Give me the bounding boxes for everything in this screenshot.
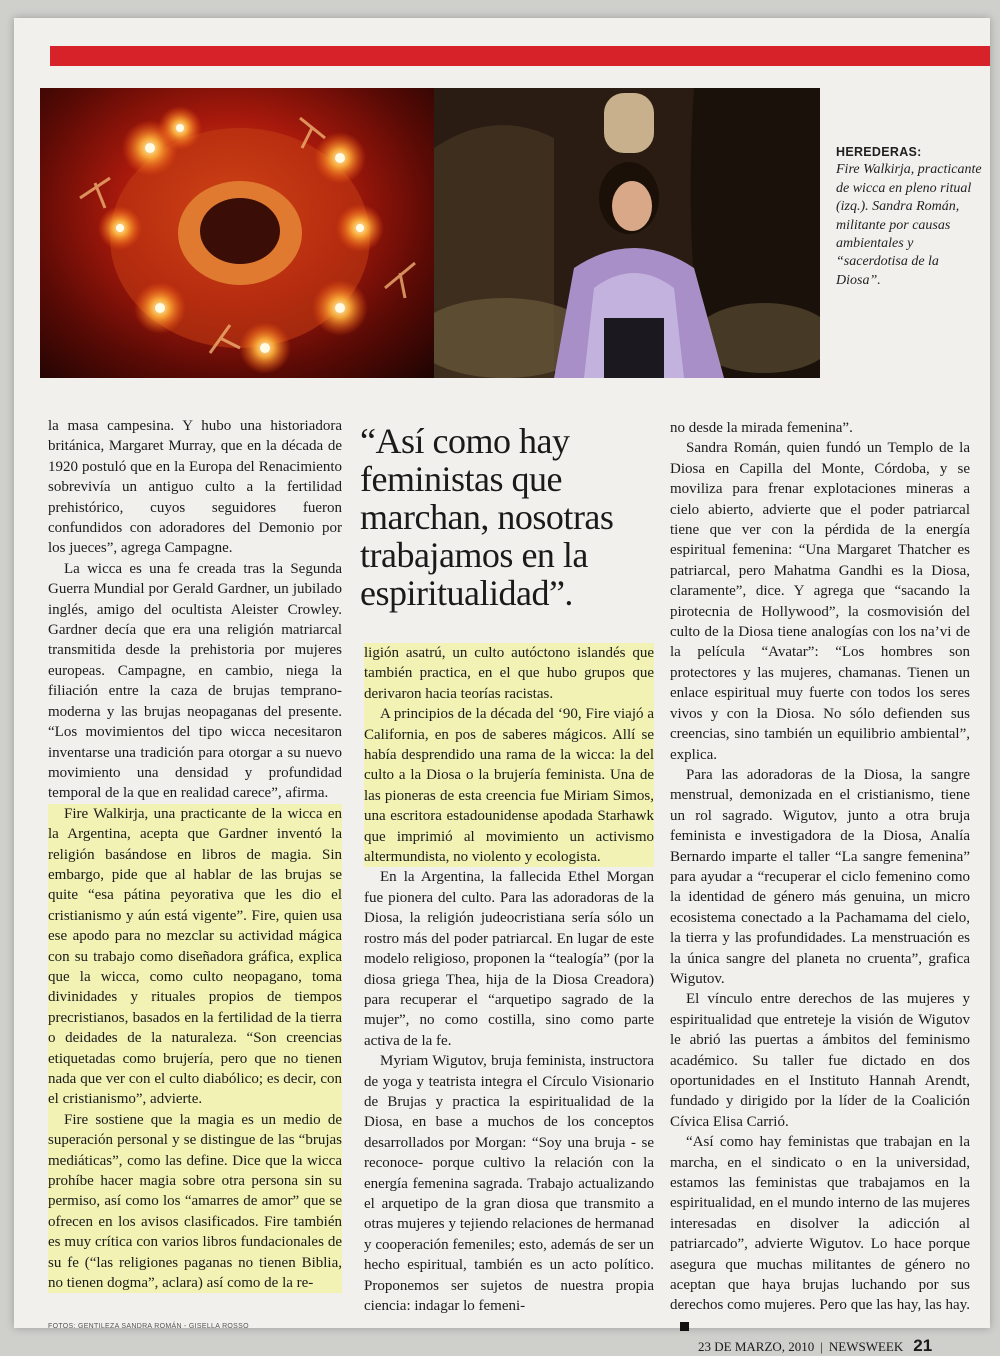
paragraph: El vínculo entre derechos de las mujeres y espiritualidad que entreteje la visión de Wigutov le abrió las puertas a ámbitos del feminismo académico. Su taller fue dictado en dos oportunidades en el Instituto Hannah Arendt, fundado y dirigido por la líder de la Coalición Cívica Elisa Carrió.: [670, 991, 970, 1130]
paragraph: Myriam Wigutov, bruja feminista, instructora de yoga y teatrista integra el Círculo Visionario de Brujas y practica la espiritualidad de la Diosa, en base a muchos de los conceptos desarrollados por Morgan: “Soy una bruja - se reconoce- porque cultivo la relación con la energía femenina sagrada. Trabajo actualizando el arquetipo de la gran diosa que transmito a otras mujeres y tejiendo relaciones de hermanad y cooperación femeniles; esto, además de ser un hecho espiritual, también es un acto político. Proponemos ser sujetos de nuestra propia ciencia: indagar lo femeni-: [364, 1053, 654, 1314]
paragraph: la masa campesina. Y hubo una historiadora británica, Margaret Murray, que en la década de 1920 postuló que en la Europa del Renacimiento sobrevivía un antiguo culto a la fertilidad prehistórico, cuyos seguidores fueron confundidos con adoradores del Demonio por los jueces”, agrega Campagne.: [48, 418, 342, 557]
page-footer: [698, 1336, 988, 1356]
pull-quote: “Así como hay feministas que marchan, nosotras trabajamos en la espiritualidad”.: [360, 421, 614, 613]
closing-paragraph-text: “Así como hay feministas que trabajan en la marcha, en el sindicato o en la universidad, estamos las feministas que trabajamos en la espiritualidad, en el mundo interno de las mujeres interesadas en disolver la adicción al patriarcado”, advierte Wigutov. Lo hace porque asegura que muchas militantes de género no aceptan que haya brujas luchando por sus derechos como mujeres. Pero que las hay, las hay.: [670, 1134, 970, 1314]
paragraph: no desde la mirada femenina”.: [670, 420, 853, 436]
paragraph: [670, 1132, 970, 1336]
highlighted-paragraph: Fire sostiene que la magia es un medio de superación personal y se distingue de las “brujas mediáticas”, como las define. Dice que la wicca prohíbe hacer magia sobre otra persona sin su permiso, así como los “amarres de amor” que se ofrecen en los avisos clasificados. Fire también es muy crítica con varios libros fundacionales de su fe (“las religiones paganas no tienen Biblia, no tienen dogma”, aclara) así como de la re-: [48, 1110, 342, 1294]
article-column-2: [364, 643, 654, 1316]
ritual-candles-illustration: [40, 88, 436, 378]
highlighted-paragraph: Fire Walkirja, una practicante de la wicca en la Argentina, acepta que Gardner inventó la religión basándose en libros de magia. Sin embargo, pide que al hablar de las brujas se quite “esa pátina peyorativa que les dio el cristianismo y aún está vigente”. Fire, quien usa ese apodo para no mezclar su actividad mágica con su trabajo como diseñadora gráfica, explica que la wicca, como culto neopagano, toma divinidades y rituales propios de tiempos precristianos, basados en la fertilidad de la tierra o deidades de la naturaleza. “Son creencias etiquetadas como brujería, pero que no tienen nada que ver con el culto diabólico; es decir, con el cristianismo”, advierte.: [48, 804, 342, 1110]
paragraph: Para las adoradoras de la Diosa, la sangre menstrual, demonizada en el cristianismo, tiene un rol sagrado. Wigutov, junto a otra bruja feminista e investigadora de la Diosa, Analía Bernardo imparte el taller “La sangre femenina” para ayudar a “recuperar el ciclo femenino como la identidad de género más genuina, un micro ecosistema conectado a la Pachamama del cielo, la tierra y las profundidades. La menstruación es la única sangre del planeta no cruenta”, grafica Wigutov.: [670, 766, 970, 987]
photo-caption: [836, 143, 986, 290]
magazine-name: NEWSWEEK: [828, 1339, 904, 1354]
photo-credit: FOTOS: GENTILEZA SANDRA ROMÁN - GISELLA ROSSO: [48, 1323, 249, 1330]
footer-separator: |: [820, 1339, 823, 1354]
portrait-photo: [434, 88, 820, 378]
portrait-illustration: [434, 88, 820, 378]
article-column-1: [48, 416, 342, 1293]
issue-date: 23 DE MARZO, 2010: [698, 1339, 815, 1354]
caption-text: Fire Walkirja, practicante de wicca en pleno ritual (izq.). Sandra Román, militante por causas ambientales y “sacerdotisa de la Diosa”.: [836, 162, 982, 288]
paragraph: Sandra Román, quien fundó un Templo de la Diosa en Capilla del Monte, Córdoba, y se moviliza para frenar explotaciones mineras a cielo abierto, advierte que el poder patriarcal tiene que ver con la pérdida de la energía espiritual femenina: “Una Margaret Thatcher es patriarcal, pero Mahatma Gandhi es la Diosa, claramente”, dice. Y agrega que “sacando la pirotecnia de Hollywood”, la cosmovisión del culto de la Diosa tiene analogías con los na’vi de la película “Avatar”: “Los hombres son protectores y las mujeres, chamanas. Tienen un enlace espiritual muy fuerte con todos los seres vivos y con la Diosa. No sólo defienden sus creencias, sino también un equilibrio ambiental”, explica.: [670, 440, 970, 763]
page-number: 21: [913, 1336, 933, 1355]
paragraph: En la Argentina, la fallecida Ethel Morgan fue pionera del culto. Para las adoradoras de la Diosa, la religión judeocristiana sería sólo un rostro más del poder patriarcal. En lugar de este modelo religioso, proponen la “tealogía” (por la diosa griega Thea, hija de la Diosa Creadora) para recuperar el “arquetipo sagrado de la mujer”, no como costilla, sino como parte activa de la fe.: [364, 869, 654, 1049]
ritual-candles-photo: [40, 88, 436, 378]
paragraph: La wicca es una fe creada tras la Segunda Guerra Mundial por Gerald Gardner, un jubilado inglés, amigo del ocultista Aleister Crowley. Gardner decía que era una religión matriarcal transmitida desde la prehistoria por mujeres europeas. Campagne, en cambio, niega la filiación entre la caza de brujas temprano-moderna y las brujas neopaganas del presente. “Los movimientos del tipo wicca necesitaron inventarse una tradición para otorgar a su nuevo movimiento una densidad y profundidad temporal de la que en realidad carece”, afirma.: [48, 560, 342, 802]
article-column-3: [670, 418, 970, 1336]
magazine-page: [14, 18, 990, 1355]
highlighted-paragraph: ligión asatrú, un culto autóctono islandés que también practica, en el que hubo grupos que derivaron hacia teorías racistas.: [364, 643, 654, 704]
end-of-article-mark: [680, 1322, 689, 1331]
caption-label: HEREDERAS:: [836, 145, 922, 159]
red-header-bar: [50, 46, 990, 66]
highlighted-paragraph: A principios de la década del ‘90, Fire viajó a California, en pos de saberes mágicos. Allí se había desprendido una rama de la wicca: la del culto a la Diosa o la brujería feminista. Una de las pioneras de esta creencia fue Miriam Simos, una escritora estadounidense apodada Starhawk que imprimió al movimiento un activismo altermundista, no violento y ecologista.: [364, 704, 654, 867]
